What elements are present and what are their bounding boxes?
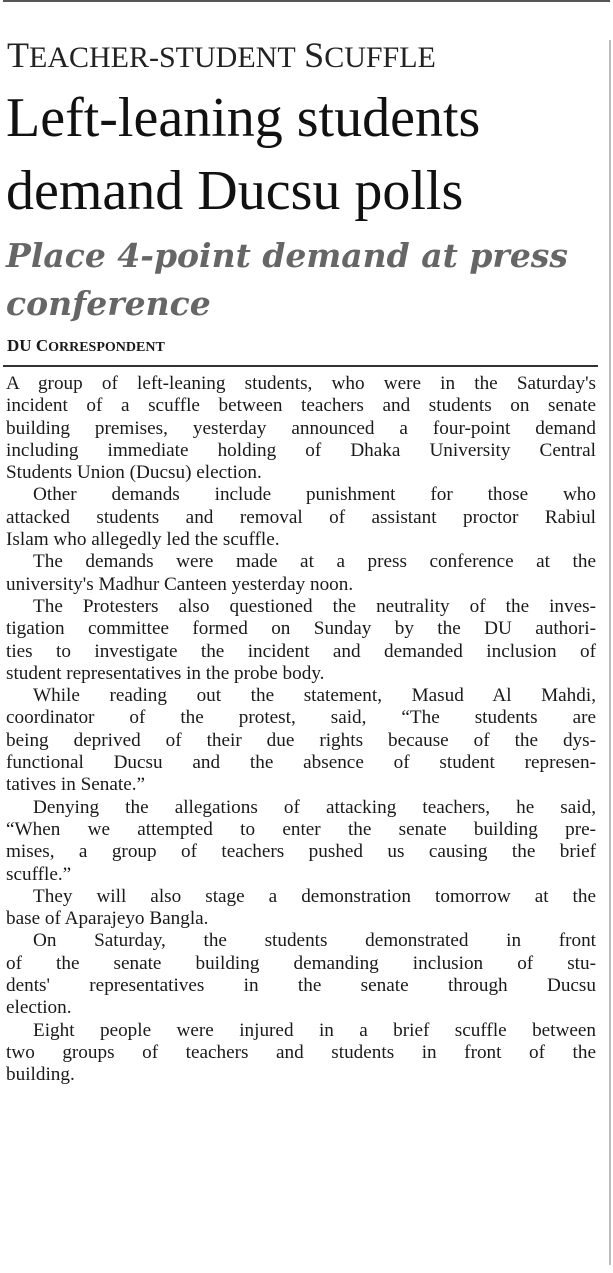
paragraph-line: Other demands include punishment for those who <box>33 484 596 506</box>
paragraph <box>6 596 596 685</box>
paragraph-line: being deprived of their due rights because of the dys- <box>6 729 596 751</box>
paragraph <box>6 484 596 551</box>
paragraph <box>6 551 596 596</box>
paragraph-line: incident of a scuffle between teachers and students on senate <box>6 395 596 417</box>
subhead-line: Place 4-point demand at press <box>6 236 568 275</box>
paragraph-line: The demands were made at a press conference at the <box>33 551 596 573</box>
article-body <box>6 373 596 1087</box>
paragraph-line: building premises, yesterday announced a four-point demand <box>6 417 596 439</box>
paragraph-line: A group of left-leaning students, who were in the Saturday's <box>6 373 596 394</box>
paragraph-line: dents' representatives in the senate through Ducsu <box>6 975 596 997</box>
paragraph-line: base of Aparajeyo Bangla. <box>6 908 209 930</box>
paragraph <box>6 1020 596 1087</box>
headline <box>6 82 606 228</box>
column-rule <box>609 40 611 1265</box>
paragraph-line: Students Union (Ducsu) election. <box>6 462 262 484</box>
paragraph-line: scuffle.” <box>6 863 72 885</box>
paragraph-line: student representatives in the probe body. <box>6 662 325 684</box>
kicker: TEACHER-STUDENT SCUFFLE <box>7 35 436 75</box>
paragraph-line: ties to investigate the incident and demanded inclusion of <box>6 640 596 662</box>
paragraph-line: On Saturday, the students demonstrated in front <box>33 930 596 952</box>
paragraph-line: Denying the allegations of attacking teachers, he said, <box>33 796 596 818</box>
paragraph-line: They will also stage a demonstration tomorrow at the <box>33 885 596 907</box>
paragraph <box>6 373 596 484</box>
paragraph-line: functional Ducsu and the absence of student represen- <box>6 752 596 774</box>
paragraph-line: tatives in Senate.” <box>6 774 146 796</box>
paragraph-line: of the senate building demanding inclusion of stu- <box>6 952 596 974</box>
subhead-line: conference <box>6 284 211 323</box>
paragraph-line: The Protesters also questioned the neutrality of the inves- <box>33 595 596 617</box>
paragraph-line: tigation committee formed on Sunday by the DU authori- <box>6 618 596 640</box>
subhead <box>6 232 606 328</box>
paragraph-line: building. <box>6 1064 75 1086</box>
paragraph-line: university's Madhur Canteen yesterday noon. <box>6 573 354 595</box>
paragraph-line: election. <box>6 997 72 1019</box>
paragraph-line: Eight people were injured in a brief scuffle between <box>33 1019 596 1041</box>
paragraph-line: coordinator of the protest, said, “The students are <box>6 707 596 729</box>
byline: DU CORRESPONDENT <box>7 336 165 355</box>
headline-line: demand Ducsu polls <box>6 160 464 222</box>
headline-line: Left-leaning students <box>6 87 481 149</box>
paragraph <box>6 685 596 796</box>
byline-rule <box>3 365 598 367</box>
paragraph-line: mises, a group of teachers pushed us causing the brief <box>6 841 596 863</box>
paragraph <box>6 886 596 931</box>
paragraph-line: attacked students and removal of assistant proctor Rabiul <box>6 506 596 528</box>
paragraph-line: Islam who allegedly led the scuffle. <box>6 529 280 551</box>
paragraph-line: While reading out the statement, Masud Al Mahdi, <box>33 685 596 707</box>
paragraph-line: including immediate holding of Dhaka University Central <box>6 439 596 461</box>
paragraph-line: two groups of teachers and students in front of the <box>6 1041 596 1063</box>
paragraph <box>6 797 596 886</box>
paragraph-line: “When we attempted to enter the senate building pre- <box>6 818 596 840</box>
paragraph <box>6 930 596 1019</box>
top-rule <box>3 0 610 2</box>
